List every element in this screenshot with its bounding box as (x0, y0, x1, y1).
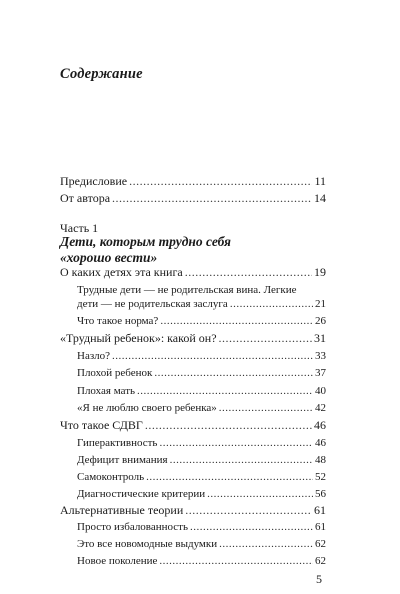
toc-subentry[interactable] (77, 487, 326, 501)
toc-entry-page: 33 (315, 350, 326, 362)
toc-subentry[interactable] (77, 401, 326, 415)
dot-leader (145, 418, 312, 432)
toc-subentry-title-line-1: Трудные дети — не родительская вина. Легкие (77, 284, 297, 296)
toc-subentry[interactable] (77, 384, 326, 398)
toc-entry-page: 31 (314, 331, 326, 345)
toc-entry[interactable] (60, 265, 326, 279)
toc-subentry[interactable] (77, 537, 326, 551)
dot-leader (185, 503, 312, 517)
dot-leader (159, 436, 313, 450)
toc-entry-title: Предисловие (60, 174, 128, 188)
dot-leader (230, 297, 313, 311)
part-title-line-2: «хорошо вести» (60, 250, 158, 265)
toc-entry-title: Плохая мать (77, 385, 136, 397)
toc-entry-title: Что такое СДВГ (60, 418, 143, 432)
toc-entry-page: 37 (315, 367, 326, 379)
toc-subentry[interactable] (77, 436, 326, 450)
toc-entry-title: Плохой ребенок (77, 367, 153, 379)
toc-entry-title: Альтернативные теории (60, 503, 184, 517)
dot-leader (112, 349, 313, 363)
toc-entry-page: 42 (315, 402, 326, 414)
toc-subentry[interactable] (77, 520, 326, 534)
toc-entry-page: 40 (315, 385, 326, 397)
dot-leader (170, 453, 313, 467)
toc-entry-page: 61 (315, 521, 326, 533)
part-label: Часть 1 (60, 221, 99, 235)
toc-entry-title: «Я не люблю своего ребенка» (77, 402, 217, 414)
toc-entry-page: 46 (314, 418, 326, 432)
toc-entry-title: Самоконтроль (77, 471, 145, 483)
dot-leader (154, 366, 313, 380)
toc-entry[interactable] (60, 331, 326, 345)
toc-entry-page: 21 (315, 298, 326, 310)
page-number: 5 (316, 572, 322, 586)
toc-entry-page: 46 (315, 437, 326, 449)
toc-entry-title: Это все новомодные выдумки (77, 538, 218, 550)
toc-entry-title: От автора (60, 191, 111, 205)
dot-leader (112, 191, 312, 205)
dot-leader (219, 401, 313, 415)
toc-entry-title: Гиперактивность (77, 437, 158, 449)
toc-entry-preface[interactable] (60, 174, 326, 188)
toc-heading: Содержание (60, 66, 143, 82)
dot-leader (159, 554, 313, 568)
toc-entry[interactable] (60, 418, 326, 432)
toc-entry-page: 14 (314, 191, 326, 205)
dot-leader (146, 470, 313, 484)
toc-subentry[interactable] (77, 314, 326, 328)
toc-entry-title: Новое поколение (77, 555, 158, 567)
dot-leader (160, 314, 313, 328)
toc-entry-title: дети — не родительская заслуга (77, 298, 228, 310)
toc-entry-title: О каких детях эта книга (60, 265, 183, 279)
toc-entry-page: 62 (315, 538, 326, 550)
dot-leader (190, 520, 313, 534)
toc-entry-page: 61 (314, 503, 326, 517)
toc-entry-title: Дефицит внимания (77, 454, 168, 466)
toc-entry[interactable] (60, 503, 326, 517)
toc-subentry[interactable] (77, 453, 326, 467)
dot-leader (219, 331, 312, 345)
table-of-contents (60, 0, 326, 594)
dot-leader (219, 537, 313, 551)
toc-entry-title: Просто избалованность (77, 521, 188, 533)
toc-entry-page: 11 (314, 174, 326, 188)
dot-leader (185, 265, 312, 279)
toc-entry-title: Диагностические критерии (77, 488, 206, 500)
toc-entry-page: 48 (315, 454, 326, 466)
toc-entry-page: 52 (315, 471, 326, 483)
toc-entry-page: 19 (314, 265, 326, 279)
dot-leader (129, 174, 312, 188)
toc-subentry[interactable] (77, 470, 326, 484)
dot-leader (207, 487, 313, 501)
toc-subentry[interactable] (77, 349, 326, 363)
toc-entry-from-author[interactable] (60, 191, 326, 205)
toc-subentry[interactable] (77, 366, 326, 380)
toc-entry-page: 56 (315, 488, 326, 500)
toc-entry-title: Что такое норма? (77, 315, 159, 327)
toc-entry-title: «Трудный ребенок»: какой он? (60, 331, 217, 345)
toc-subentry[interactable] (77, 554, 326, 568)
toc-entry-page: 62 (315, 555, 326, 567)
toc-entry-page: 26 (315, 315, 326, 327)
part-title-line-1: Дети, которым трудно себя (60, 234, 232, 249)
toc-entry-title: Назло? (77, 350, 111, 362)
dot-leader (137, 384, 313, 398)
toc-subentry[interactable] (77, 297, 326, 311)
